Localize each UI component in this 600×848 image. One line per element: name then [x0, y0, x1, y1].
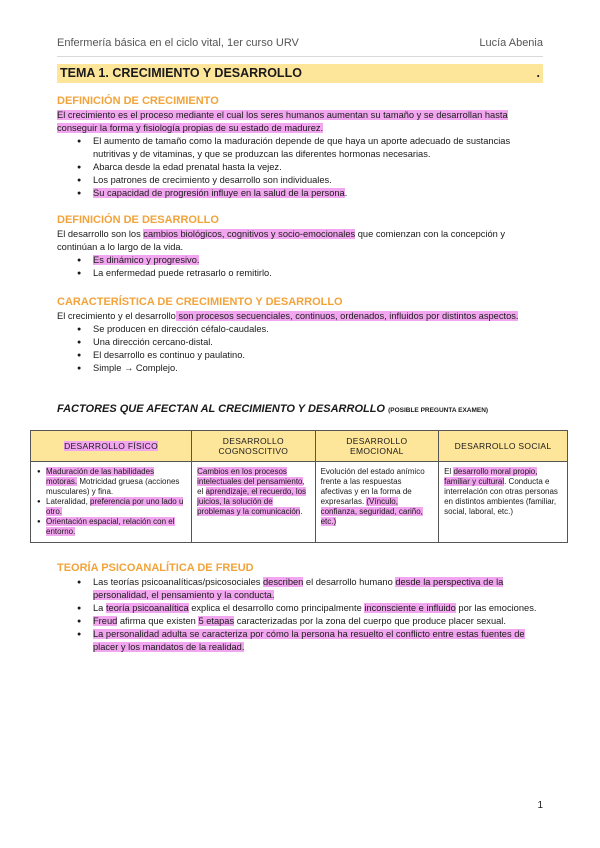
highlight: aprendizaje, el recuerdo, los juicios, la solución de problemas y la comunicación [197, 487, 307, 516]
column-header: DESARROLLO EMOCIONAL [315, 431, 439, 462]
list-item: ● La enfermedad puede retrasarlo o remitirlo. [93, 267, 543, 280]
list-item [93, 602, 543, 615]
column-header: DESARROLLO SOCIAL [439, 431, 568, 462]
list-item [93, 576, 543, 602]
text: El [444, 467, 454, 476]
highlight: desarrollo moral propio, familiar y cultural [444, 467, 538, 486]
table-cell-emocional [315, 462, 439, 543]
highlight: cambios biológicos, cognitivos y socio-emocionales [143, 229, 356, 239]
table-header-row [31, 431, 568, 462]
bullet-list [57, 135, 543, 200]
highlight: preferencia por uno lado u otro. [46, 497, 184, 516]
text: . [300, 507, 303, 516]
list-item [93, 615, 543, 628]
factors-title [57, 403, 488, 415]
list-item: ● El desarrollo es continuo y paulatino. [93, 349, 543, 362]
list-item: ● Una dirección cercano-distal. [93, 336, 543, 349]
section-heading: DEFINICIÓN DE CRECIMIENTO [57, 95, 219, 107]
factors-table [30, 430, 568, 543]
column-header: DESARROLLO COGNOSCITIVO [192, 431, 316, 462]
section-heading: DEFINICIÓN DE DESARROLLO [57, 214, 219, 226]
list-item [46, 467, 186, 497]
text: . Conducta e interrelación con otras personas en distintos ambientes (familiar, social, laboral, etc.) [444, 477, 558, 516]
list-item: ● Abarca desde la edad prenatal hasta la vejez. [93, 161, 543, 174]
list-item [93, 254, 543, 267]
highlight: Orientación espacial, relación con el entorno. [46, 517, 175, 536]
list-item: ● Se producen en dirección céfalo-caudales. [93, 323, 543, 336]
highlight: El crecimiento es el proceso mediante el cual los seres humanos aumentan su tamaño y se desarrollan hasta conseguir la forma y fisiología propias de su estado de madurez. [57, 110, 508, 133]
list-item [93, 187, 543, 200]
list-item: ● Simple → Complejo. [93, 362, 543, 375]
list-item [46, 517, 186, 537]
factors-title-text: FACTORES QUE AFECTAN AL CRECIMIENTO Y DESARROLLO [57, 403, 385, 415]
header-divider [57, 56, 543, 57]
text: afirma que existen [117, 616, 199, 626]
list-item: ● Los patrones de crecimiento y desarrollo son individuales. [93, 174, 543, 187]
section-intro [57, 310, 543, 323]
page-title [57, 64, 543, 83]
text: Evolución del estado anímico frente a las respuestas afectivas y en la forma de expresarlas. [320, 467, 425, 506]
section-crecimiento [57, 95, 543, 200]
text-end: . [344, 188, 348, 198]
section-desarrollo [57, 214, 543, 280]
page-number: 1 [537, 800, 543, 811]
title-text: TEMA 1. CRECIMIENTO Y DESARROLLO [60, 66, 302, 80]
highlight: son procesos secuenciales, continuos, ordenados, influidos por distintos aspectos. [175, 311, 519, 321]
highlight: describen [263, 577, 304, 587]
text: Las teorías psicoanalíticas/psicosociales [93, 577, 264, 587]
page-header [57, 37, 543, 51]
highlight: Cambios en los procesos intelectuales del pensamiento [197, 467, 303, 486]
table-row [31, 462, 568, 543]
section-intro [57, 109, 543, 135]
text: Motricidad gruesa (acciones musculares) y fina. [46, 477, 180, 496]
section-caracteristica [57, 296, 543, 375]
section-freud [57, 562, 543, 654]
text: Lateralidad, [46, 497, 91, 506]
text: explica el desarrollo como principalmente [188, 603, 365, 613]
text: , el [197, 477, 305, 496]
text: El desarrollo son los [57, 229, 144, 239]
bullet-list [57, 323, 543, 375]
text: caracterizadas por la zona del cuerpo que produce placer sexual. [234, 616, 506, 626]
highlight: desde la perspectiva de la personalidad, el pensamiento y la conducta. [93, 577, 504, 600]
text: que comienzan con la concepción y continúan a lo largo de la vida. [57, 229, 506, 252]
highlight: Su capacidad de progresión influye en la salud de la persona [93, 188, 345, 198]
bullet-list [57, 254, 543, 280]
section-intro [57, 228, 543, 254]
bullet-list [36, 467, 186, 537]
list-item [93, 628, 543, 654]
table-cell-social [439, 462, 568, 543]
factors-subtitle: (POSIBLE PREGUNTA EXAMEN) [388, 407, 489, 414]
highlight: Es dinámico y progresivo. [93, 255, 200, 265]
text: el desarrollo humano [303, 577, 396, 587]
text: La [93, 603, 106, 613]
highlight: DESARROLLO FÍSICO [64, 441, 158, 451]
header-author: Lucía Abenia [479, 37, 543, 49]
title-dot: . [536, 66, 540, 80]
list-item: ● El aumento de tamaño como la maduración depende de que haya un aporte adecuado de sustancias nutritivas y de vitaminas, y que se produzcan las diferentes hormonas necesarias. [93, 135, 543, 161]
text: El crecimiento y el desarrollo [57, 311, 176, 321]
text: por las emociones. [455, 603, 537, 613]
highlight: 5 etapas [198, 616, 235, 626]
table-cell-cognoscitivo [192, 462, 316, 543]
highlight: (Vínculo, confianza, seguridad, cariño, etc.) [320, 497, 423, 526]
bullet-list [57, 576, 543, 654]
highlight: teoría psicoanalítica [105, 603, 189, 613]
header-course: Enfermería básica en el ciclo vital, 1er curso URV [57, 37, 299, 49]
highlight: Freud [93, 616, 118, 626]
column-header [31, 431, 192, 462]
list-item [46, 497, 186, 517]
highlight: La personalidad adulta se caracteriza por cómo la persona ha resuelto el conflicto entre estas fuentes de placer y los mandatos de la realidad. [93, 629, 525, 652]
section-heading: CARACTERÍSTICA DE CRECIMIENTO Y DESARROLLO [57, 296, 343, 308]
highlight: inconsciente e influido [364, 603, 456, 613]
highlight: Maduración de las habilidades motoras. [46, 467, 155, 486]
section-heading: TEORÍA PSICOANALÍTICA DE FREUD [57, 562, 254, 574]
table-cell-fisico [31, 462, 192, 543]
